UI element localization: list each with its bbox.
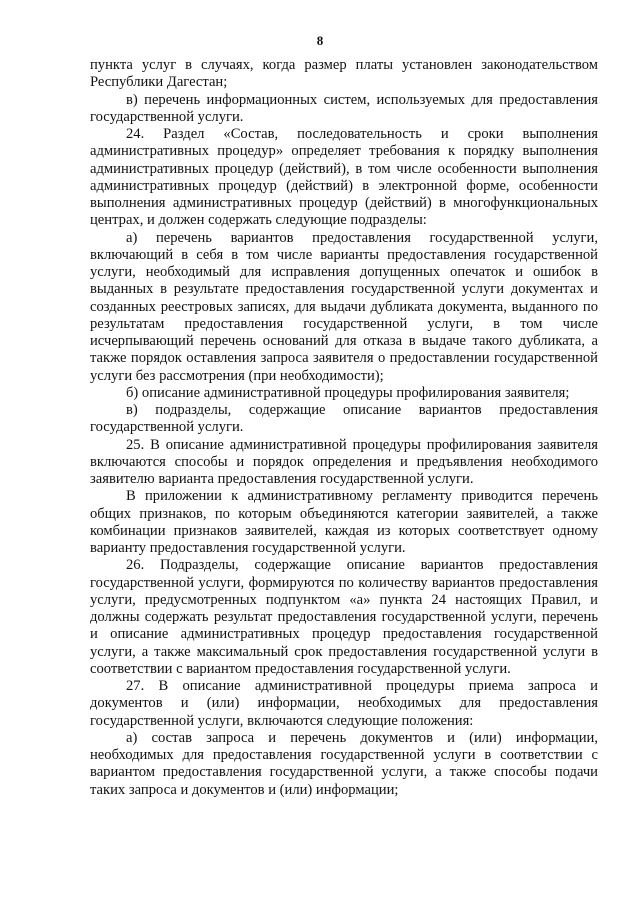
paragraph-27-a: а) состав запроса и перечень документов и (или) информации, необходимых для предоставления государственной услуги в соответствии с вариантом предоставления государственной услуги, а также способы подачи таких запроса и документов и (или) информации; — [90, 729, 598, 798]
document-body — [90, 57, 598, 799]
paragraph-24: 24. Раздел «Состав, последовательность и сроки выполнения административных процедур» определяет требования к порядку выполнения административных процедур (действий), в том числе особенности выполнения административных процедур (действий) в электронной форме, особенности выполнения административных процедур (действий) в многофункциональных центрах, и должен содержать следующие подразделы: — [90, 126, 598, 229]
paragraph-item-v-info-systems: в) перечень информационных систем, используемых для предоставления государственной услуги. — [90, 91, 598, 125]
paragraph-26: 26. Подразделы, содержащие описание вариантов предоставления государственной услуги, формируются по количеству вариантов предоставления услуги, предусмотренных подпунктом «а» пункта 24 настоящих Правил, и должны содержать результат предоставления государственной услуги, перечень и описание административных процедур предоставления государственной услуги, а также максимальный срок предоставления государственной услуги в соответствии с вариантом предоставления государственной услуги. — [90, 557, 598, 677]
paragraph-24-a: а) перечень вариантов предоставления государственной услуги, включающий в себя в том числе варианты предоставления государственной услуги, необходимый для исправления допущенных опечаток и ошибок в выданных в результате предоставления государственной услуги документах и созданных реестровых записях, для выдачи дубликата документа, выданного по результатам предоставления государственной услуги, в том числе исчерпывающий перечень оснований для отказа в выдаче такого дубликата, а также порядок оставления запроса заявителя о предоставлении государственной услуги без рассмотрения (при необходимости); — [90, 229, 598, 384]
paragraph-25: 25. В описание административной процедуры профилирования заявителя включаются способы и порядок определения и предъявления необходимого заявителю варианта предоставления государственной услуги. — [90, 436, 598, 487]
page-number: 8 — [316, 33, 324, 48]
paragraph-24-v: в) подразделы, содержащие описание вариантов предоставления государственной услуги. — [90, 402, 598, 436]
paragraph-25-appendix: В приложении к административному регламенту приводится перечень общих признаков, по которым объединяются категории заявителей, а также комбинации признаков заявителей, каждая из которых соответствует одному варианту предоставления государственной услуги. — [90, 488, 598, 556]
paragraph-continuation: пункта услуг в случаях, когда размер платы установлен законодательством Республики Дагестан; — [90, 57, 598, 91]
paragraph-27: 27. В описание административной процедуры приема запроса и документов и (или) информации, необходимых для предоставления государственной услуги, включаются следующие положения: — [90, 678, 598, 729]
paragraph-24-b: б) описание административной процедуры профилирования заявителя; — [126, 384, 570, 401]
